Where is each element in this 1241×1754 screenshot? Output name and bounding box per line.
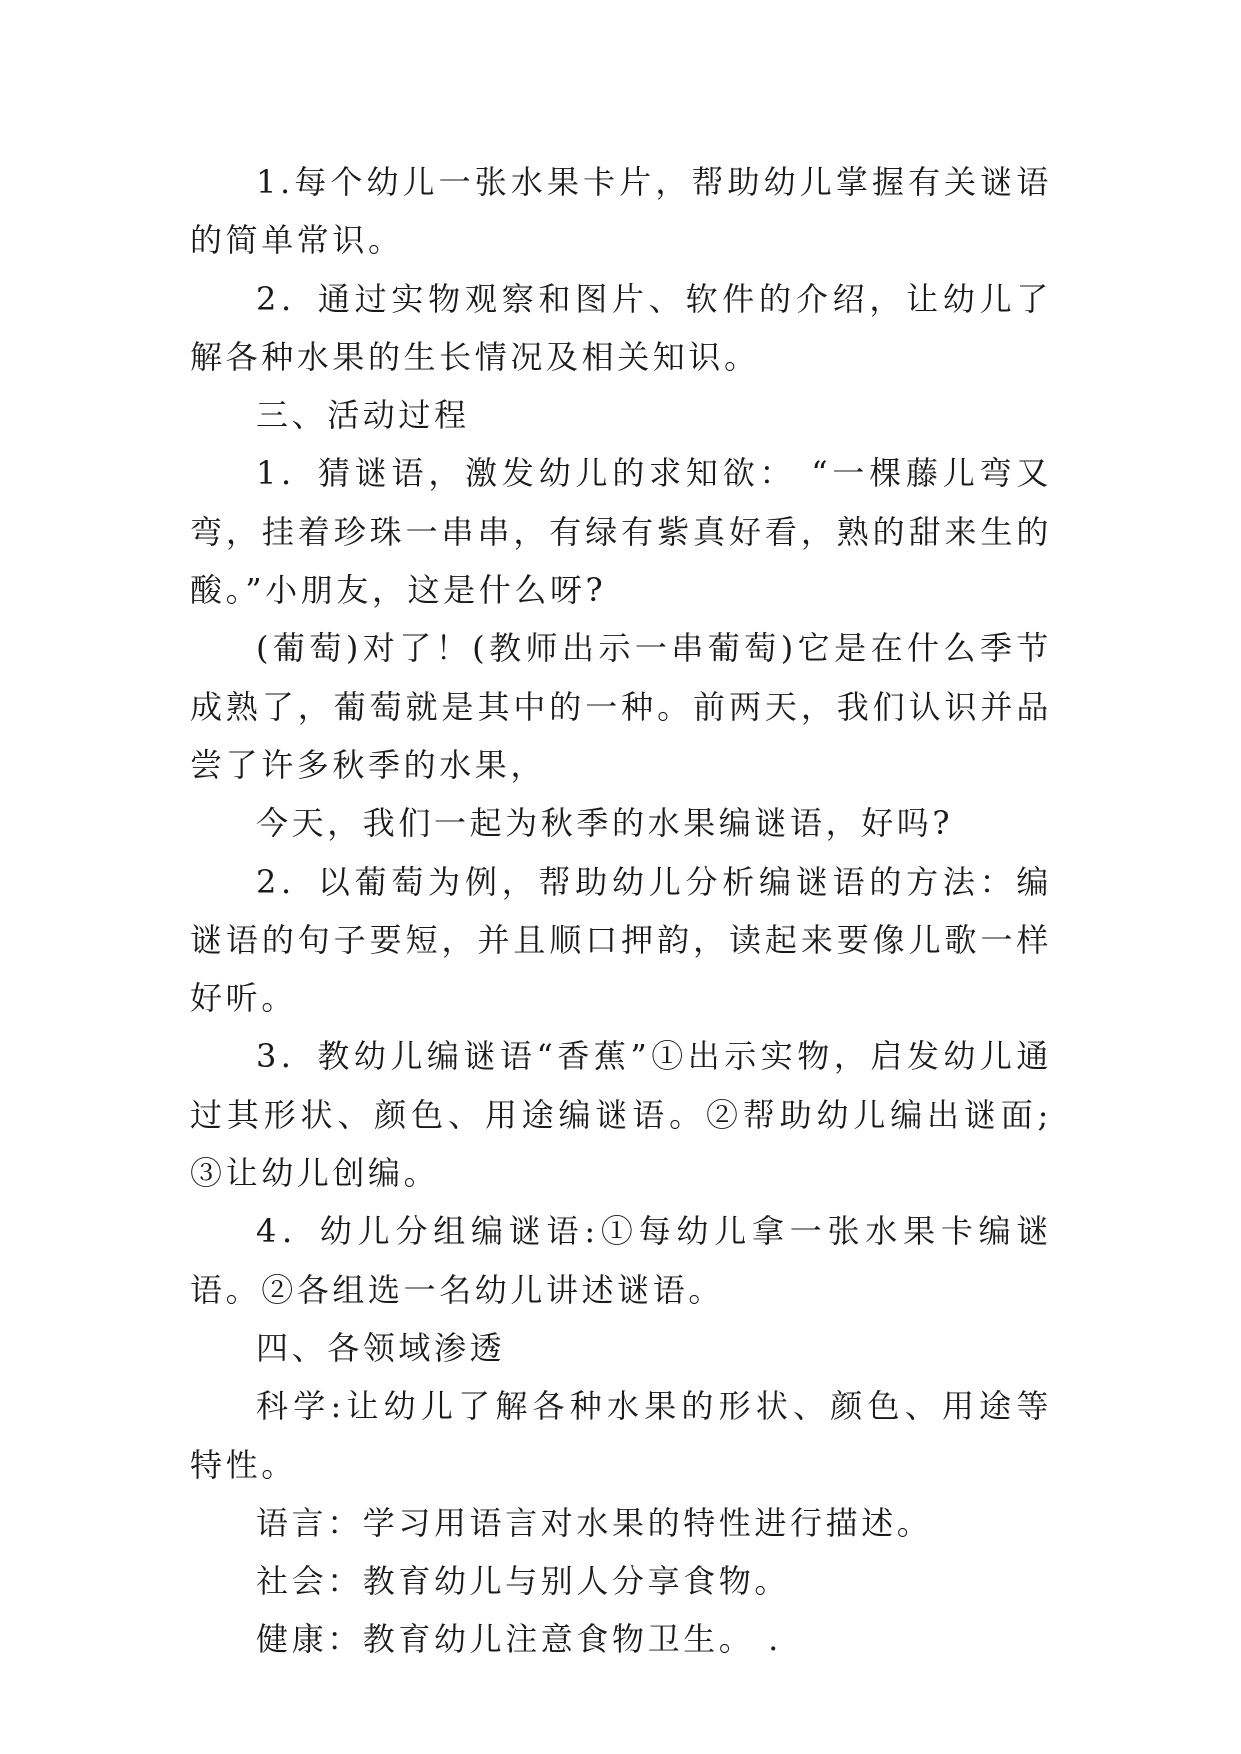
paragraph-today: 今天，我们一起为秋季的水果编谜语，好吗? <box>256 804 954 843</box>
paragraph-society: 社会：教育幼儿与别人分享食物。 <box>256 1562 791 1601</box>
paragraph-2: 2．通过实物观察和图片、软件的介绍，让幼儿了解各种水果的生长情况及相关知识。 <box>190 279 1052 376</box>
paragraph-language: 语言：学习用语言对水果的特性进行描述。 <box>256 1503 933 1542</box>
paragraph-health: 健康：教育幼儿注意食物卫生。 . <box>256 1620 782 1659</box>
document-body <box>190 153 1052 1669</box>
paragraph-science: 科学:让幼儿了解各种水果的形状、颜色、用途等特性。 <box>190 1387 1052 1484</box>
paragraph-step-3: 3．教幼儿编谜语“香蕉”①出示实物，启发幼儿通过其形状、颜色、用途编谜语。②帮助幼儿编出谜面;③让幼儿创编。 <box>190 1037 1052 1193</box>
section-heading-domains: 四、各领域渗透 <box>256 1328 506 1367</box>
paragraph-1: 1.每个幼儿一张水果卡片，帮助幼儿掌握有关谜语的简单常识。 <box>190 163 1052 260</box>
paragraph-step-2: 2．以葡萄为例，帮助幼儿分析编谜语的方法：编谜语的句子要短，并且顺口押韵，读起来要像儿歌一样好听。 <box>190 862 1052 1018</box>
paragraph-step-4: 4．幼儿分组编谜语:①每幼儿拿一张水果卡编谜语。②各组选一名幼儿讲述谜语。 <box>190 1212 1052 1309</box>
section-heading-activity-process: 三、活动过程 <box>256 396 470 435</box>
paragraph-grapes: (葡萄)对了！(教师出示一串葡萄)它是在什么季节成熟了，葡萄就是其中的一种。前两天，我们认识并品尝了许多秋季的水果， <box>190 629 1052 784</box>
paragraph-riddle-intro: 1．猜谜语，激发幼儿的求知欲： “一棵藤儿弯又弯，挂着珍珠一串串，有绿有紫真好看，熟的甜来生的酸。”小朋友，这是什么呀? <box>190 454 1052 610</box>
